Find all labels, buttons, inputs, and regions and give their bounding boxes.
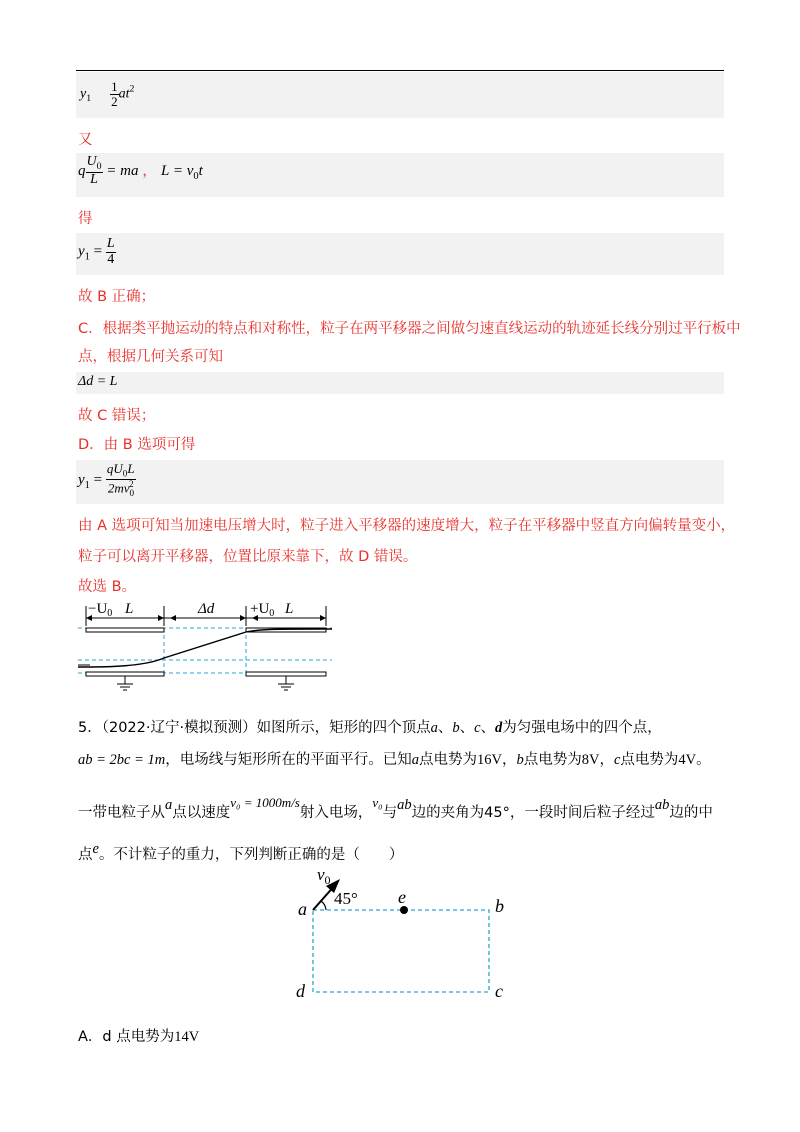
option-a[interactable]: A．d 点电势为14V — [78, 1029, 200, 1045]
v0-label: $v_0$ — [317, 865, 331, 887]
rectangle-abcd — [313, 910, 489, 992]
right-bottom-plate — [246, 672, 326, 676]
left-top-plate — [86, 628, 164, 632]
label-a: a — [298, 899, 307, 919]
right-voltage-label: $+U_0$ — [250, 601, 275, 619]
statement-b-correct: 故 B 正确； — [78, 289, 156, 305]
label-de: 得 — [78, 211, 93, 227]
label-d: d — [296, 981, 305, 1001]
equation-y1-general: $y_1$ = $\frac{qU_0L}{2mv_0^2}$ — [78, 461, 135, 499]
option-d-line: D．由 B 选项可得 — [78, 437, 196, 453]
question-5-line-1: 5．（2022·辽宁·模拟预测）如图所示，矩形的四个顶点a、b、c、d为匀强电场中的四个点， — [78, 720, 662, 736]
statement-c-wrong: 故 C 错误； — [78, 408, 156, 424]
label-you: 又 — [78, 132, 93, 148]
point-e-dot — [400, 906, 408, 914]
question-5-line-2: ab = 2bc = 1m，电场线与矩形所在的平面平行。已知a点电势为16V，b点电势为8V，c点电势为4V。 — [78, 752, 711, 768]
option-c-line-1: C．根据类平抛运动的特点和对称性，粒子在两平移器之间做匀速直线运动的轨迹延长线分别过平行板中 — [78, 321, 741, 337]
particle-trajectory — [78, 629, 332, 667]
equation-force: q $\frac{U_0}{L}$ = ma ， $L = v_0t$ — [78, 154, 203, 188]
equation-block-y1 — [76, 72, 724, 118]
equation-delta-d: Δd = L — [78, 374, 118, 389]
left-voltage-label: $-U_0$ — [88, 601, 113, 619]
left-bottom-plate — [86, 672, 164, 676]
option-d-line-3: 粒子可以离开平移器，位置比原来靠下，故 D 错误。 — [78, 549, 418, 565]
option-d-line-2: 由 A 选项可知当加速电压增大时，粒子进入平移器的速度增大，粒子在平移器中竖直方向偏转量变小， — [78, 518, 736, 534]
angle-arc — [321, 901, 326, 910]
figure-shifter-diagram — [70, 596, 340, 696]
equation-y1-result: $y_1$ = $\frac{L}{4}$ — [78, 236, 115, 267]
equation-block-y1-result — [76, 233, 724, 275]
answer-line: 故选 B。 — [78, 579, 137, 595]
label-b: b — [495, 896, 504, 916]
header-rule — [76, 70, 724, 71]
question-5-line-4: 点e。不计粒子的重力，下列判断正确的是（ ） — [78, 841, 404, 863]
question-5-line-3: 一带电粒子从a点以速度v₀ = 1000m/s射入电场，v₀与ab边的夹角为45°，一段时间后粒子经过ab边的中 — [78, 795, 713, 821]
equation-block-y1-general — [76, 460, 724, 504]
right-length-label: L — [285, 601, 294, 617]
gap-label: Δd — [198, 601, 215, 617]
angle-label: 45° — [334, 889, 358, 908]
figure-rectangle-abcd — [290, 862, 520, 1007]
equation-y1-half-at2: $y_1$ $\frac{1}{2}$ $at^2$ — [80, 79, 135, 109]
label-c: c — [495, 981, 503, 1001]
left-length-label: L — [125, 601, 134, 617]
option-c-line-2: 点，根据几何关系可知 — [78, 349, 223, 365]
label-e: e — [398, 887, 406, 907]
equation-block-delta-d — [76, 372, 724, 394]
